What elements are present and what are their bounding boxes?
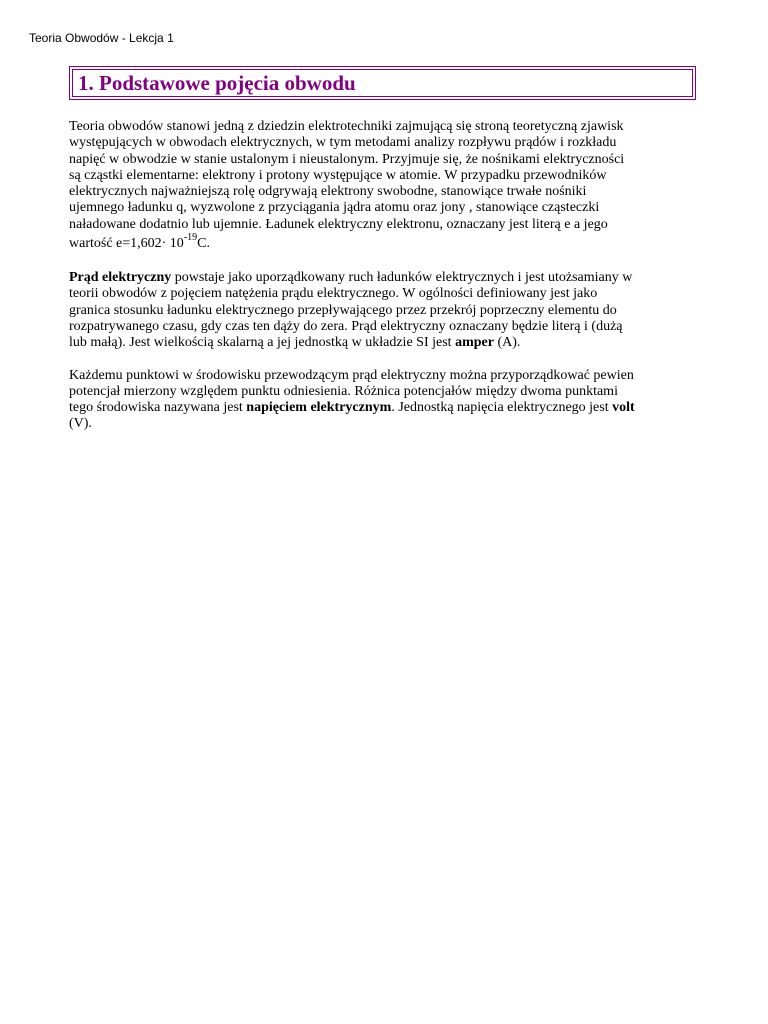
paragraph-voltage xyxy=(69,368,701,433)
paragraph-line: napięć w obwodzie w stanie ustalonym i nieustalonym. Przyjmuje się, że nośnikami elektryczności xyxy=(69,151,625,167)
term-electric-current: Prąd elektryczny xyxy=(69,270,172,286)
paragraph-line xyxy=(69,400,701,416)
term-electric-voltage: napięciem elektrycznym xyxy=(246,400,392,416)
paragraph-line: Teoria obwodów stanowi jedną z dziedzin elektrotechniki zajmującą się stroną teoretyczną zjawisk xyxy=(69,119,624,134)
running-header: Teoria Obwodów - Lekcja 1 xyxy=(29,31,174,45)
paragraph-line: granica stosunku ładunku elektrycznego przepływającego przez przekrój poprzeczny elementu do xyxy=(69,302,617,318)
paragraph-electric-current xyxy=(69,270,701,351)
paragraph-line: występujących w obwodach elektrycznych, w tym metodami analizy rozpływu prądów i rozkładu xyxy=(69,135,617,151)
paragraph-line-rest: powstaje jako uporządkowany ruch ładunków elektrycznych i jest utożsamiany w xyxy=(171,270,633,286)
term-volt: volt xyxy=(612,400,635,416)
paragraph-line-prefix: tego środowiska nazywana jest xyxy=(69,400,247,416)
electron-charge-unit: C. xyxy=(197,236,210,252)
document-body xyxy=(69,119,701,449)
paragraph-line: (V). xyxy=(69,416,92,432)
paragraph-line xyxy=(69,335,701,351)
paragraph-line: Każdemu punktowi w środowisku przewodzącym prąd elektryczny można przyporządkować pewien xyxy=(69,367,634,383)
paragraph-line: rozpatrywanego czasu, gdy czas ten dąży do zera. Prąd elektryczny oznaczany będzie literą i (dużą xyxy=(69,318,623,334)
paragraph-line-middle: . Jednostką napięcia elektrycznego jest xyxy=(391,400,613,416)
paragraph-line-suffix: (A). xyxy=(493,335,521,351)
paragraph-line: teorii obwodów z pojęciem natężenia prądu elektrycznego. W ogólności definiowany jest jako xyxy=(69,286,598,302)
section-title-box xyxy=(69,66,696,100)
paragraph-theory-intro xyxy=(69,119,701,254)
paragraph-line: elektrycznych najważniejszą rolę odgrywają elektrony swobodne, stanowiące trwałe nośniki xyxy=(69,184,587,200)
paragraph-line-prefix: lub małą). Jest wielkością skalarną a jej jednostką w układzie SI jest xyxy=(69,335,456,351)
section-title: 1. Podstawowe pojęcia obwodu xyxy=(78,70,356,95)
paragraph-line: potencjał mierzony względem punktu odniesienia. Różnica potencjałów między dwoma punktami xyxy=(69,383,618,399)
term-ampere: amper xyxy=(455,335,494,351)
paragraph-line: są cząstki elementarne: elektrony i protony występujące w atomie. W przypadku przewodników xyxy=(69,167,607,183)
paragraph-line: ujemnego ładunku q, wyzwolone z przyciągania jądra atomu oraz jony , stanowiące cząsteczki xyxy=(69,200,600,216)
electron-charge-exponent: -19 xyxy=(183,232,198,244)
paragraph-line: naładowane dodatnio lub ujemnie. Ładunek elektryczny elektronu, oznaczany jest literą e a jego xyxy=(69,216,608,232)
paragraph-line xyxy=(69,270,701,286)
electron-charge-line xyxy=(69,234,701,254)
electron-charge-prefix: wartość e=1,602· 10 xyxy=(69,236,184,252)
section-title-inner-border xyxy=(72,69,693,97)
